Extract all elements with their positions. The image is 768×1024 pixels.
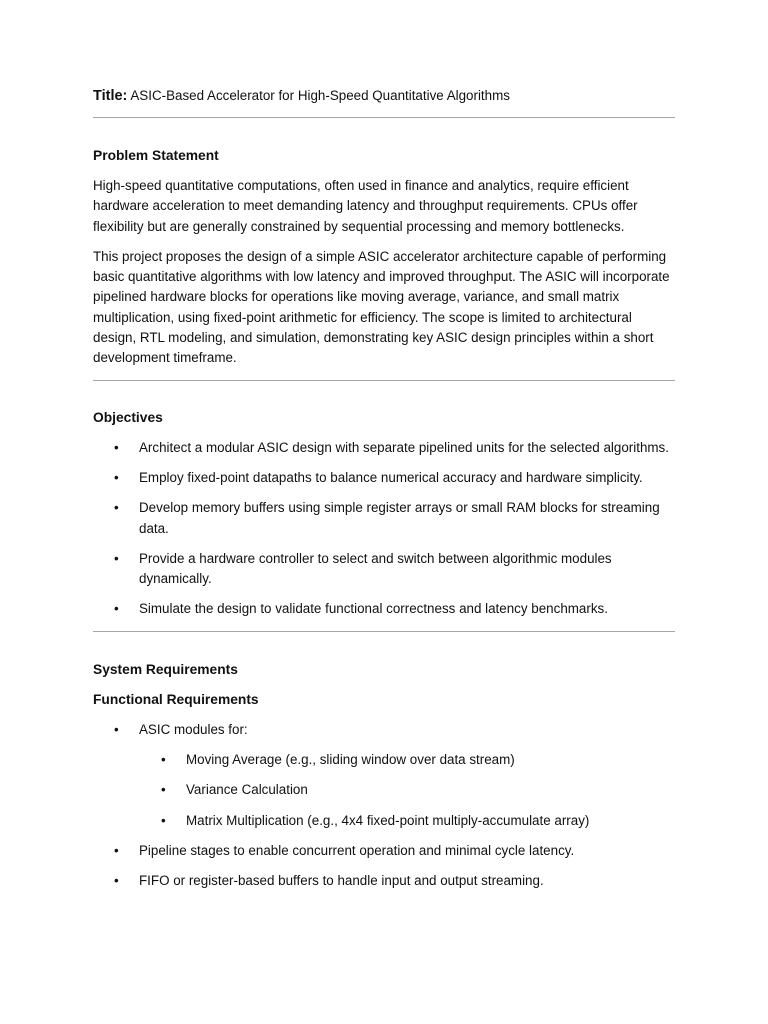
list-item-text: Moving Average (e.g., sliding window over data stream): [186, 752, 515, 768]
list-item-text: Simulate the design to validate functional correctness and latency benchmarks.: [139, 601, 608, 617]
list-item: [161, 780, 675, 800]
list-item-text: Architect a modular ASIC design with separate pipelined units for the selected algorithms.: [139, 439, 669, 455]
list-item: [161, 750, 675, 770]
bullet-marker: •: [114, 842, 119, 858]
bullet-marker: •: [114, 721, 119, 737]
list-item-text: Employ fixed-point datapaths to balance numerical accuracy and hardware simplicity.: [139, 469, 643, 485]
objectives-heading: Objectives: [93, 409, 163, 425]
list-item: [114, 438, 675, 458]
functional-requirements-heading: Functional Requirements: [93, 691, 259, 707]
list-item-text: Matrix Multiplication (e.g., 4x4 fixed-point multiply-accumulate array): [186, 812, 590, 828]
list-item-text: Develop memory buffers using simple register arrays or small RAM blocks for streaming data.: [139, 500, 660, 536]
system-requirements-heading: System Requirements: [93, 661, 238, 677]
list-item-text: Pipeline stages to enable concurrent operation and minimal cycle latency.: [139, 842, 575, 858]
bullet-marker: •: [114, 469, 119, 485]
list-item: [114, 498, 675, 539]
list-item: [114, 871, 675, 891]
problem-paragraph-2: This project proposes the design of a simple ASIC accelerator architecture capable of performing basic quantitative algorithms with low latency and improved throughput. The ASIC will incorporate pipelined hardware blocks for operations like moving average, variance, and small matrix multiplication, using fixed-point arithmetic for efficiency. The scope is limited to architectural design, RTL modeling, and simulation, demonstrating key ASIC design principles within a short development timeframe.: [93, 248, 670, 366]
bullet-marker: •: [114, 439, 119, 455]
list-item: [114, 549, 675, 590]
document-body: [93, 86, 675, 892]
list-item: [114, 841, 675, 861]
list-item: [114, 720, 675, 831]
list-item-text: Provide a hardware controller to select and switch between algorithmic modules dynamically.: [139, 550, 612, 587]
problem-paragraph-1: High-speed quantitative computations, often used in finance and analytics, require efficient hardware acceleration to meet demanding latency and throughput requirements. CPUs offer flexibility but are generally constrained by sequential processing and memory bottlenecks.: [93, 178, 638, 234]
list-item-text: ASIC modules for:: [139, 721, 248, 737]
list-item: [114, 599, 675, 619]
section-divider: [93, 631, 675, 632]
bullet-marker: •: [161, 782, 166, 798]
section-divider: [93, 380, 675, 381]
functional-requirements-list: [93, 720, 675, 892]
bullet-marker: •: [114, 873, 119, 889]
title-text: ASIC-Based Accelerator for High-Speed Quantitative Algorithms: [130, 88, 510, 103]
bullet-marker: •: [161, 812, 166, 828]
objectives-list: [93, 438, 675, 620]
asic-modules-sublist: [139, 750, 675, 831]
list-item-text: FIFO or register-based buffers to handle input and output streaming.: [139, 873, 544, 889]
section-divider: [93, 117, 675, 118]
list-item: [161, 811, 675, 831]
bullet-marker: •: [161, 752, 166, 768]
bullet-marker: •: [114, 601, 119, 617]
problem-statement-heading: Problem Statement: [93, 148, 219, 163]
title-label: Title:: [93, 88, 128, 104]
document-title: [93, 86, 675, 106]
list-item-text: Variance Calculation: [186, 782, 308, 798]
list-item: [114, 468, 675, 488]
bullet-marker: •: [114, 500, 119, 516]
bullet-marker: •: [114, 550, 119, 566]
